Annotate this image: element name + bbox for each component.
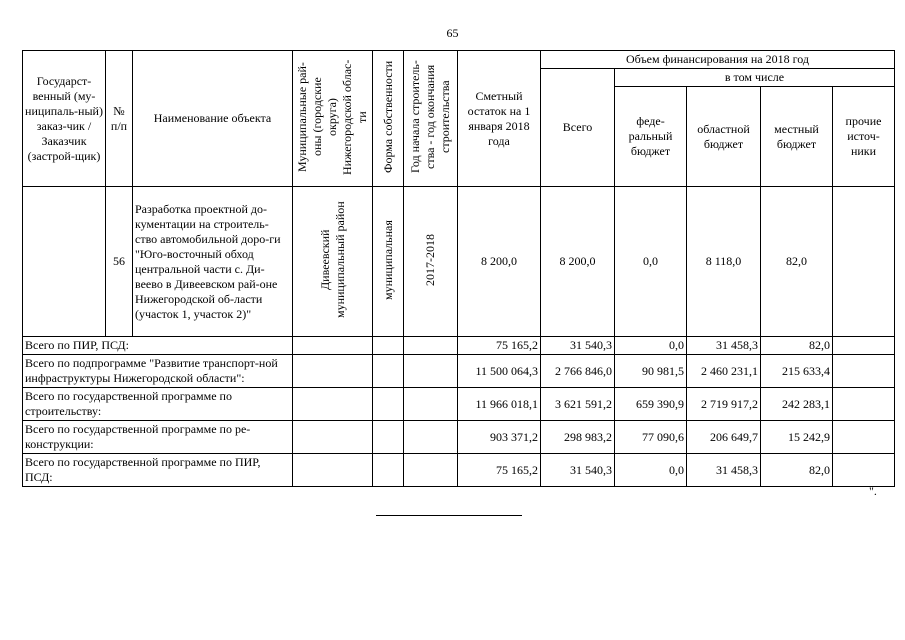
item-regional: 8 118,0 xyxy=(687,187,761,337)
header-incl: в том числе xyxy=(615,69,895,87)
item-district-cell xyxy=(293,187,373,337)
empty-cell xyxy=(404,388,458,421)
total-regional: 31 458,3 xyxy=(687,454,761,487)
item-num: 56 xyxy=(106,187,133,337)
header-other: прочие источ-ники xyxy=(833,87,895,187)
header-federal: феде-ральный бюджет xyxy=(615,87,687,187)
item-district: Дивеевский муниципальный район xyxy=(317,201,347,318)
item-local: 82,0 xyxy=(761,187,833,337)
total-local: 82,0 xyxy=(761,337,833,355)
empty-cell xyxy=(404,421,458,454)
header-district: Муниципальные рай-оны (городские округа) Нижегородской облас-ти xyxy=(295,58,369,175)
total-federal: 77 090,6 xyxy=(615,421,687,454)
empty-cell xyxy=(404,454,458,487)
header-object: Наименование объекта xyxy=(133,51,293,187)
empty-cell xyxy=(293,337,373,355)
total-total: 31 540,3 xyxy=(541,454,615,487)
total-regional: 2 460 231,1 xyxy=(687,355,761,388)
total-total: 31 540,3 xyxy=(541,337,615,355)
total-regional: 2 719 917,2 xyxy=(687,388,761,421)
divider-line xyxy=(376,515,522,516)
total-local: 242 283,1 xyxy=(761,388,833,421)
item-federal: 0,0 xyxy=(615,187,687,337)
total-label: Всего по государственной программе по ре-конструкции: xyxy=(23,421,293,454)
item-years-cell xyxy=(404,187,458,337)
empty-cell xyxy=(404,337,458,355)
header-years: Год начала строитель-ства - год окончания строительства xyxy=(408,60,452,173)
total-label: Всего по государственной программе по строительству: xyxy=(23,388,293,421)
header-num: № п/п xyxy=(106,51,133,187)
header-district-cell xyxy=(293,51,373,187)
total-label: Всего по подпрограмме "Развитие транспорт-ной инфраструктуры Нижегородской области": xyxy=(23,355,293,388)
empty-cell xyxy=(293,355,373,388)
empty-cell xyxy=(373,388,404,421)
header-customer: Государст-венный (му-ниципаль-ный) заказ-чик / Заказчик (застрой-щик) xyxy=(23,51,106,187)
header-years-cell xyxy=(404,51,458,187)
item-total: 8 200,0 xyxy=(541,187,615,337)
empty-cell xyxy=(373,421,404,454)
empty-cell xyxy=(833,421,895,454)
total-label: Всего по государственной программе по ПИР, ПСД: xyxy=(23,454,293,487)
item-customer xyxy=(23,187,106,337)
table-row xyxy=(23,187,895,337)
empty-cell xyxy=(293,421,373,454)
header-local: местный бюджет xyxy=(761,87,833,187)
table-row xyxy=(23,454,895,487)
empty-cell xyxy=(373,454,404,487)
header-total: Всего xyxy=(541,69,615,187)
item-other xyxy=(833,187,895,337)
total-balance: 11 966 018,1 xyxy=(458,388,541,421)
total-total: 298 983,2 xyxy=(541,421,615,454)
total-balance: 75 165,2 xyxy=(458,337,541,355)
header-balance: Сметный остаток на 1 января 2018 года xyxy=(458,51,541,187)
item-balance: 8 200,0 xyxy=(458,187,541,337)
total-federal: 0,0 xyxy=(615,337,687,355)
total-balance: 75 165,2 xyxy=(458,454,541,487)
header-ownership-cell xyxy=(373,51,404,187)
table-row xyxy=(23,355,895,388)
total-label: Всего по ПИР, ПСД: xyxy=(23,337,293,355)
header-ownership: Форма собственности xyxy=(380,60,395,173)
total-federal: 0,0 xyxy=(615,454,687,487)
empty-cell xyxy=(373,355,404,388)
item-years: 2017-2018 xyxy=(423,233,437,286)
page-number: 65 xyxy=(446,26,459,40)
empty-cell xyxy=(404,355,458,388)
table-row xyxy=(23,421,895,454)
closing-quote-mark: ". xyxy=(869,484,877,498)
empty-cell xyxy=(833,454,895,487)
total-local: 15 242,9 xyxy=(761,421,833,454)
total-local: 82,0 xyxy=(761,454,833,487)
table-row xyxy=(23,337,895,355)
total-federal: 659 390,9 xyxy=(615,388,687,421)
empty-cell xyxy=(833,337,895,355)
total-regional: 31 458,3 xyxy=(687,337,761,355)
table-row xyxy=(23,388,895,421)
empty-cell xyxy=(833,388,895,421)
item-ownership: муниципальная xyxy=(380,219,395,300)
header-regional: областной бюджет xyxy=(687,87,761,187)
empty-cell xyxy=(293,454,373,487)
total-balance: 11 500 064,3 xyxy=(458,355,541,388)
empty-cell xyxy=(373,337,404,355)
total-federal: 90 981,5 xyxy=(615,355,687,388)
total-total: 3 621 591,2 xyxy=(541,388,615,421)
total-regional: 206 649,7 xyxy=(687,421,761,454)
item-ownership-cell xyxy=(373,187,404,337)
item-object: Разработка проектной до-кументации на строитель-ство автомобильной доро-ги "Юго-восточный обход центральной части с. Ди-веево в Дивеевском рай-оне Нижегородской об-ласти (участок 1, участок 2)" xyxy=(133,187,293,337)
total-local: 215 633,4 xyxy=(761,355,833,388)
empty-cell xyxy=(293,388,373,421)
financing-table xyxy=(22,50,895,487)
total-balance: 903 371,2 xyxy=(458,421,541,454)
total-total: 2 766 846,0 xyxy=(541,355,615,388)
header-funding: Объем финансирования на 2018 год xyxy=(541,51,895,69)
empty-cell xyxy=(833,355,895,388)
